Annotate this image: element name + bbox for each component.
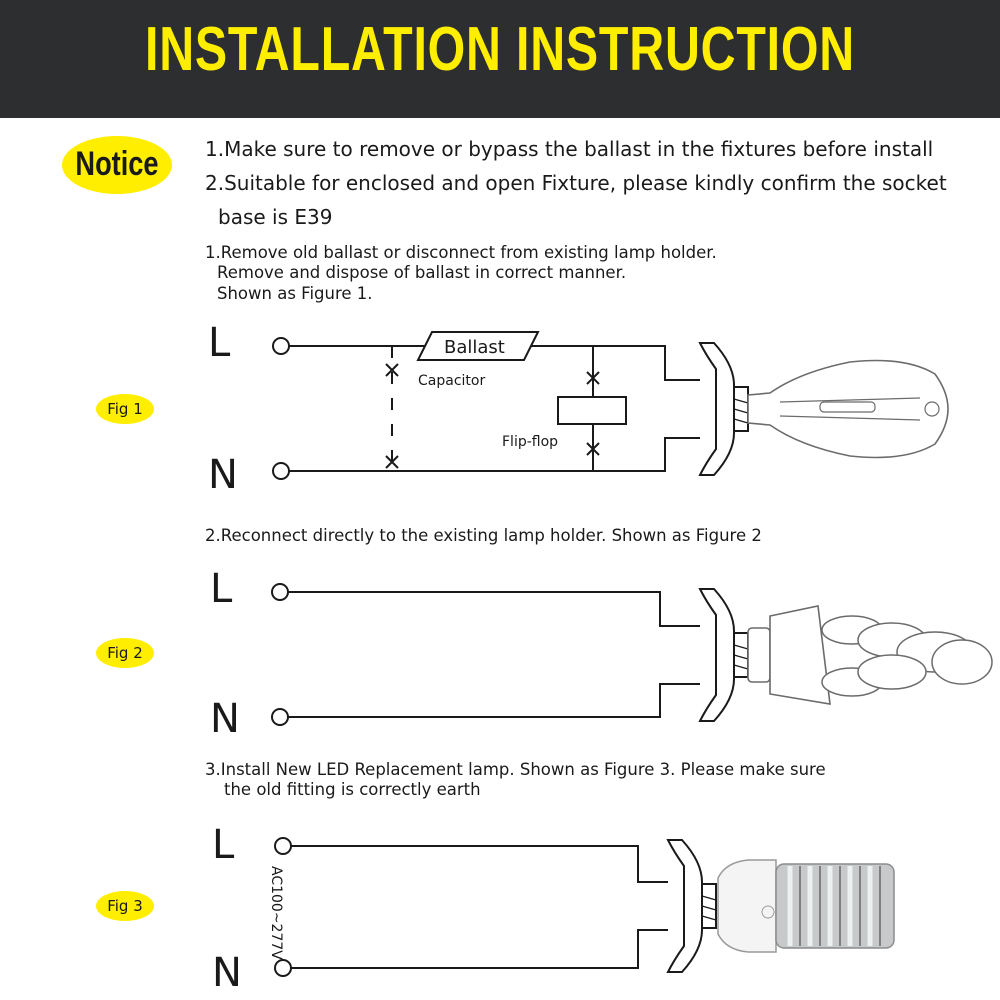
notice-line-3: base is E39: [218, 205, 333, 229]
fig1-terminal-l: [273, 338, 289, 354]
notice-line-2: 2.Suitable for enclosed and open Fixture, please kindly confirm the socket: [205, 171, 947, 195]
fig3-neutral-label: N: [212, 950, 242, 996]
step1-line-2: Remove and dispose of ballast in correct manner.: [217, 263, 627, 282]
fig3-badge-text: Fig 3: [107, 897, 143, 915]
fig3-led-corn-bulb-icon: [718, 860, 894, 952]
step2-line-1: 2.Reconnect directly to the existing lamp holder. Shown as Figure 2: [205, 526, 762, 545]
fig1-terminal-n: [273, 463, 289, 479]
fig2-lamp-socket: [700, 589, 748, 721]
fig1-flipflop-box: [558, 397, 626, 424]
step1-line-1: 1.Remove old ballast or disconnect from existing lamp holder.: [205, 243, 717, 262]
fig2-terminal-n: [272, 709, 288, 725]
fig1-wire-l-right: [527, 346, 700, 380]
fig2-spiral-bulb-icon: [748, 606, 992, 704]
fig1-lamp-socket: [700, 343, 748, 475]
fig1-hid-bulb-icon: [748, 361, 948, 458]
fig1-diagram: [208, 320, 948, 498]
step3-line-1: 3.Install New LED Replacement lamp. Shown as Figure 3. Please make sure: [205, 760, 826, 779]
fig3-voltage-label: AC100~277V: [268, 866, 284, 960]
fig2-wire-n: [288, 684, 700, 717]
step3-line-2: the old fitting is correctly earth: [224, 780, 481, 799]
fig3-diagram: [212, 822, 894, 996]
fig2-wire-l: [288, 592, 700, 626]
fig3-lamp-socket: [668, 840, 716, 972]
notice-badge-text: Notice: [75, 145, 159, 183]
fig3-line-label: L: [212, 822, 235, 868]
fig3-terminal-l: [275, 838, 291, 854]
fig2-badge-text: Fig 2: [107, 644, 143, 662]
fig1-flipflop-label: Flip-flop: [502, 434, 559, 450]
fig1-neutral-label: N: [208, 452, 238, 498]
step1-line-3: Shown as Figure 1.: [217, 284, 373, 303]
fig3-terminal-n: [275, 960, 291, 976]
notice-line-1: 1.Make sure to remove or bypass the ballast in the fixtures before install: [205, 137, 934, 161]
page-title: INSTALLATION INSTRUCTION: [144, 15, 856, 84]
fig1-ballast-label: Ballast: [444, 337, 505, 358]
fig1-badge-text: Fig 1: [107, 400, 143, 418]
fig2-terminal-l: [272, 584, 288, 600]
fig1-line-label: L: [208, 320, 231, 366]
fig3-wire-l: [291, 846, 668, 882]
fig1-capacitor-label: Capacitor: [418, 373, 486, 389]
fig3-wire-n: [291, 930, 668, 968]
fig2-diagram: [210, 566, 992, 742]
fig2-line-label: L: [210, 566, 233, 612]
fig2-neutral-label: N: [210, 696, 240, 742]
fig1-wire-n: [289, 438, 700, 471]
